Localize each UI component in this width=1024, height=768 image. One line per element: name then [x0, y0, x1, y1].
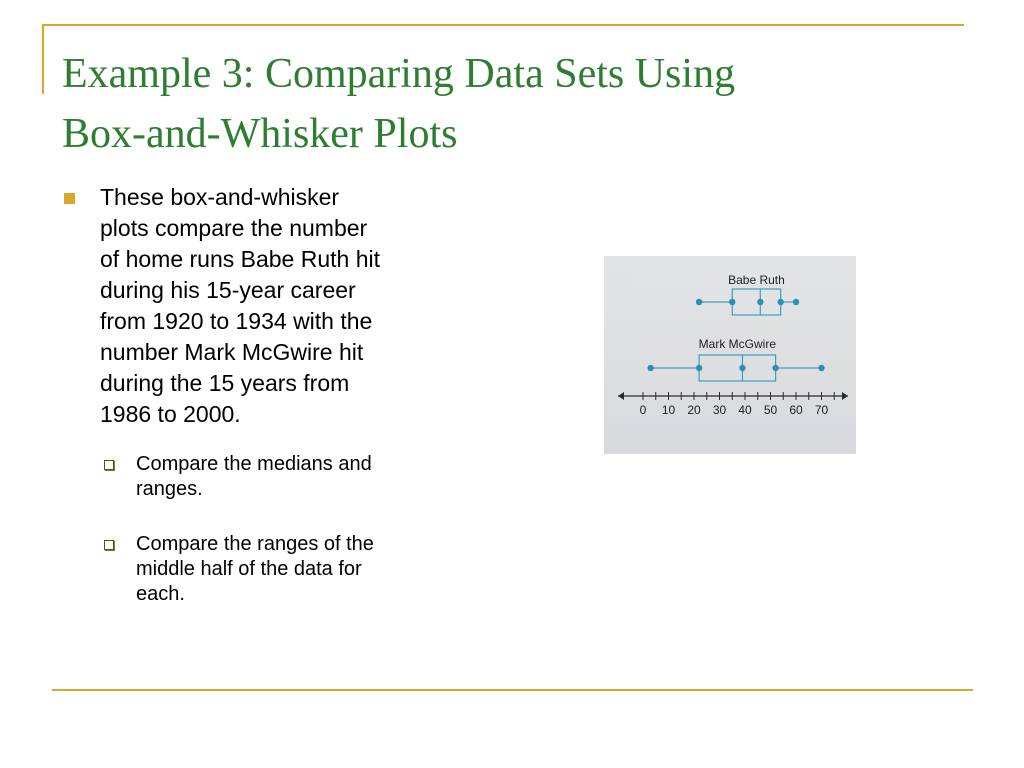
five-number-point: [696, 365, 702, 371]
sub-bullet-line: middle half of the data for: [136, 558, 362, 580]
series-label: Mark McGwire: [698, 337, 777, 351]
x-tick-label: 10: [661, 403, 676, 417]
axis-arrow-left-icon: [618, 392, 624, 400]
x-tick-label: 20: [687, 403, 701, 417]
x-tick-label: 50: [763, 403, 778, 417]
hollow-square-bullet-icon: [104, 540, 114, 550]
bullet-list: [62, 182, 492, 637]
photo-shade: [604, 256, 634, 326]
title-line-2: Box-and-Whisker Plots: [62, 111, 458, 157]
square-bullet-icon: [64, 193, 75, 204]
bullet-line: number Mark McGwire hit: [100, 339, 364, 365]
box-plot-photo: [604, 256, 856, 454]
box-iqr: [732, 289, 780, 315]
five-number-point: [739, 365, 745, 371]
sub-bullet-line: each.: [136, 583, 185, 605]
five-number-point: [772, 365, 778, 371]
x-tick-label: 70: [814, 403, 829, 417]
sub-bullet-line: Compare the medians and: [136, 453, 372, 475]
main-bullet-text: [100, 182, 492, 430]
bullet-line: of home runs Babe Ruth hit: [100, 246, 380, 272]
hollow-square-bullet-icon: [104, 460, 114, 470]
sub-bullet-text: [136, 532, 492, 607]
bullet-line: 1986 to 2000.: [100, 401, 241, 427]
left-rule: [42, 24, 44, 94]
five-number-point: [757, 299, 763, 305]
box-iqr: [699, 355, 776, 381]
sub-bullet-medians: [100, 452, 492, 502]
sub-bullet-text: [136, 452, 492, 502]
sub-bullet-middle-half: [100, 532, 492, 607]
x-tick-label: 0: [639, 403, 647, 417]
main-bullet: [62, 182, 492, 430]
box-plot-chart: [604, 256, 856, 454]
five-number-point: [696, 299, 702, 305]
title-line-1: Example 3: Comparing Data Sets Using: [62, 51, 736, 97]
bullet-line: during his 15-year career: [100, 277, 356, 303]
five-number-point: [729, 299, 735, 305]
bottom-rule: [52, 689, 973, 691]
sub-bullet-line: ranges.: [136, 478, 203, 500]
x-tick-label: 40: [738, 403, 752, 417]
x-tick-label: 30: [712, 403, 727, 417]
five-number-point: [778, 299, 784, 305]
sub-bullet-list: [62, 452, 492, 607]
sub-bullet-line: Compare the ranges of the: [136, 533, 374, 555]
bullet-line: plots compare the number: [100, 215, 368, 241]
five-number-point: [793, 299, 799, 305]
series-label: Babe Ruth: [728, 273, 785, 287]
axis-arrow-right-icon: [842, 392, 848, 400]
top-rule: [42, 24, 964, 26]
bullet-line: during the 15 years from: [100, 370, 350, 396]
five-number-point: [818, 365, 824, 371]
five-number-point: [647, 365, 653, 371]
bullet-line: These box-and-whisker: [100, 184, 340, 210]
x-tick-label: 60: [789, 403, 803, 417]
bullet-line: from 1920 to 1934 with the: [100, 308, 373, 334]
slide-title: [62, 44, 962, 164]
